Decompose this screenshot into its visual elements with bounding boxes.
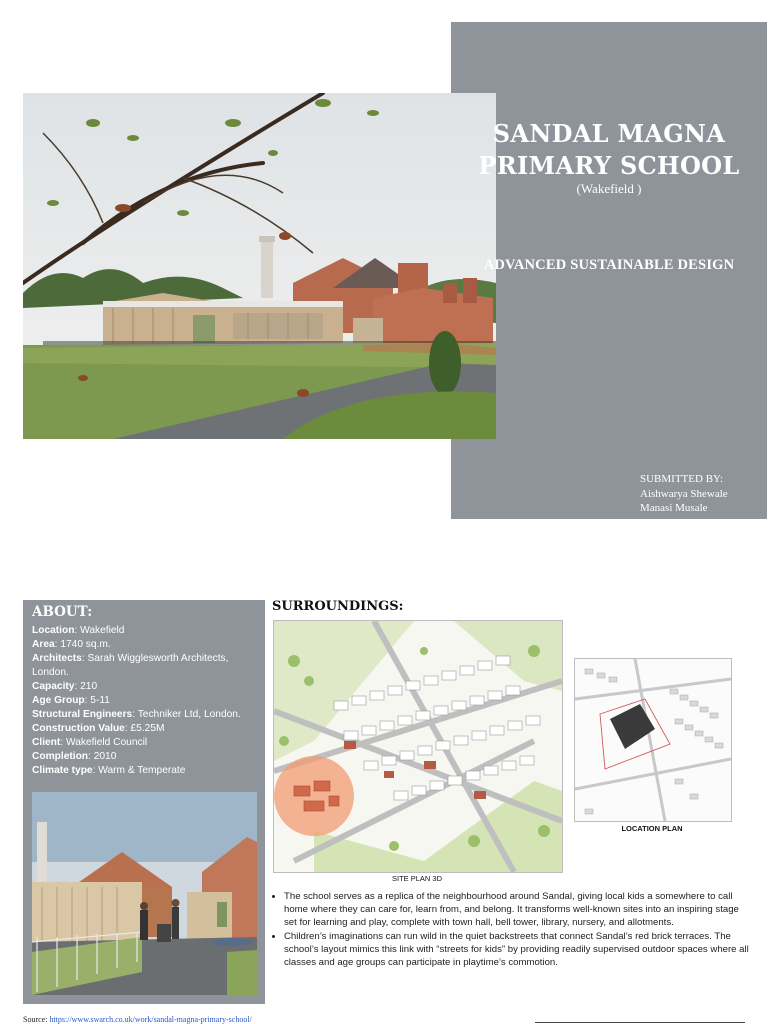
- school-courtyard-photo: [32, 792, 257, 995]
- bullet-item: • The school serves as a replica of the neighbourhood around Sandal, giving local kids a somewhere to call home where they can care for, learn from, and belong. It transforms well-known sites into an inspiring stage set for learning and play, complete with town hall, bell tower, library, nursery, and allotments.: [284, 890, 754, 930]
- fact-label: Location: [32, 625, 75, 636]
- fact-item: [32, 624, 258, 638]
- fact-label: Client: [32, 737, 61, 748]
- divider: [535, 1022, 745, 1023]
- source-line: [23, 1015, 252, 1024]
- courtyard-illustration: [32, 792, 257, 995]
- fact-label: Architects: [32, 653, 82, 664]
- surroundings-bullets: [272, 890, 754, 969]
- cover-location: (Wakefield ): [576, 181, 642, 196]
- site-plan-3d-illustration: [274, 621, 562, 872]
- bullet-item: • Children’s imaginations can run wild in the quiet backstreets that connect Sandal’s red brick terraces. The school’s layout mimics this link with “streets for kids” by providing readily supervised outdoor spaces where all classes and age groups can participate in playtime’s commotion.: [284, 930, 754, 970]
- author-name: Manasi Musale: [640, 502, 708, 514]
- submitted-by-block: [640, 472, 728, 516]
- author-name: Aishwarya Shewale: [640, 487, 728, 500]
- fact-value: : Sarah Wigglesworth Architects, London.: [32, 653, 229, 678]
- fact-label: Construction Value: [32, 723, 125, 734]
- school-exterior-illustration: [23, 93, 496, 439]
- location-plan-image: [574, 658, 732, 822]
- fact-label: Structural Engineers: [32, 709, 133, 720]
- fact-value: : Wakefield Council: [60, 737, 148, 748]
- fact-item: [32, 764, 258, 778]
- fact-value: : 1740 sq.m.: [54, 639, 111, 650]
- title-line-1: SANDAL MAGNA: [492, 119, 726, 148]
- fact-item: [32, 722, 258, 736]
- fact-item: [32, 652, 258, 680]
- fact-value: : £5.25M: [124, 723, 165, 734]
- fact-value: : Warm & Temperate: [92, 765, 186, 776]
- site-plan-3d-image: [273, 620, 563, 873]
- about-heading: ABOUT:: [32, 604, 93, 620]
- site-plan-caption: SITE PLAN 3D: [391, 874, 443, 883]
- cover-subtitle: ADVANCED SUSTAINABLE DESIGN: [483, 257, 735, 273]
- cover-title: [451, 118, 767, 182]
- fact-label: Capacity: [32, 681, 75, 692]
- fact-value: : Wakefield: [74, 625, 125, 636]
- location-plan-illustration: [575, 659, 731, 821]
- fact-label: Area: [32, 639, 55, 650]
- fact-item: [32, 736, 258, 750]
- fact-label: Age Group: [32, 695, 85, 706]
- fact-label: Completion: [32, 751, 89, 762]
- source-link[interactable]: https://www.swarch.co.uk/work/sandal-magna-primary-school/: [49, 1015, 252, 1024]
- title-line-2: PRIMARY SCHOOL: [478, 151, 740, 180]
- submitted-label: SUBMITTED BY:: [640, 473, 724, 485]
- surroundings-heading: SURROUNDINGS:: [272, 599, 404, 614]
- source-label: Source:: [23, 1015, 48, 1024]
- fact-value: : 2010: [88, 751, 117, 762]
- fact-value: : 5-11: [84, 695, 110, 706]
- fact-label: Climate type: [32, 765, 93, 776]
- fact-item: [32, 680, 258, 694]
- fact-item: [32, 638, 258, 652]
- location-plan-caption: LOCATION PLAN: [621, 824, 683, 833]
- fact-value: : 210: [74, 681, 98, 692]
- about-facts-list: [32, 624, 258, 778]
- fact-item: [32, 750, 258, 764]
- school-exterior-photo: [23, 93, 496, 439]
- fact-item: [32, 694, 258, 708]
- fact-item: [32, 708, 258, 722]
- fact-value: : Techniker Ltd, London.: [132, 709, 241, 720]
